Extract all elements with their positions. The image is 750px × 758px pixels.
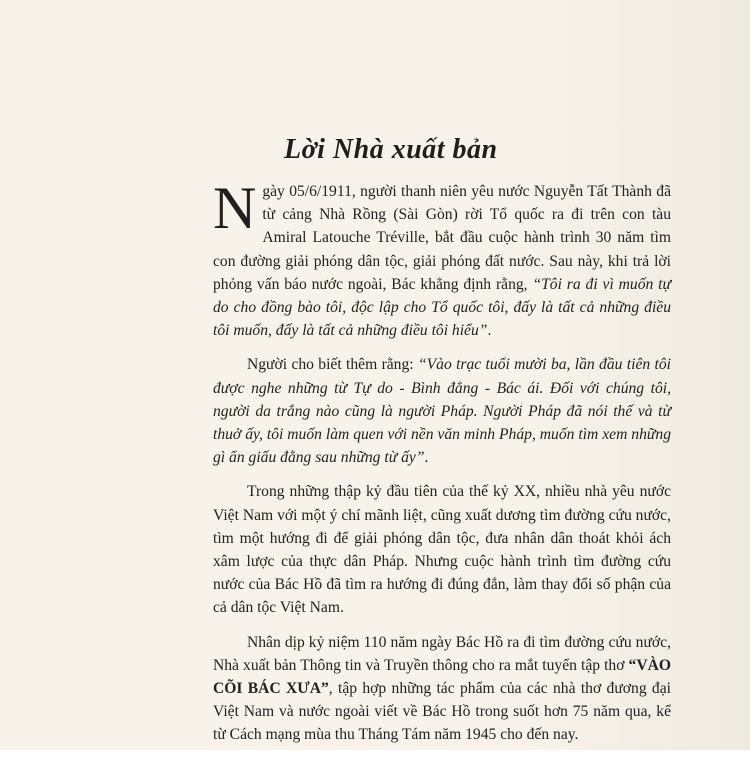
drop-cap: N — [213, 175, 257, 241]
paragraph-1 — [213, 175, 671, 342]
paragraph-2 — [213, 353, 671, 469]
paragraph-3: Trong những thập kỷ đầu tiên của thế kỷ XX, nhiều nhà yêu nước Việt Nam với một ý chí mãnh liệt, cũng xuất dương tìm đường cứu nước, tìm một hướng đi để giải phóng dân tộc, đưa nhân dân thoát khỏi ách xâm lược của thực dân Pháp. Nhưng cuộc hành trình tìm đường cứu nước của Bác Hồ đã tìm ra hướng đi đúng đắn, làm thay đổi số phận của cả dân tộc Việt Nam. — [213, 483, 671, 617]
paragraph-2-lead: Người cho biết thêm rằng: — [247, 356, 418, 374]
page-heading: Lời Nhà xuất bản — [284, 134, 498, 165]
anthology-title: “VÀO CÕI BÁC XƯA” — [213, 656, 671, 698]
paragraph-4-lead: Nhân dịp kỷ niệm 110 năm ngày Bác Hồ ra đi tìm đường cứu nước, Nhà xuất bản Thông tin và Truyền thông cho ra mắt tuyển tập thơ — [213, 633, 671, 674]
paragraph-4-tail: , tập hợp những tác phẩm của các nhà thơ đương đại Việt Nam và nước ngoài viết về Bác Hồ trong suốt hơn 75 năm qua, kể từ Cách mạng mùa thu Tháng Tám năm 1945 cho đến nay. — [213, 680, 671, 744]
paragraph-1-tail: . — [487, 322, 492, 340]
paragraph-2-tail: . — [424, 449, 429, 467]
paragraph-1-text: gày 05/6/1911, người thanh niên yêu nước Nguyễn Tất Thành đã từ cảng Nhà Rồng (Sài Gòn) rời Tổ quốc ra đi trên con tàu Amiral Latouche Tréville, bắt đầu cuộc hành trình 30 năm tìm con đường giải phóng dân tộc, giải phóng đất nước. Sau này, khi trả lời phỏng vấn báo nước ngoài, Bác khẳng định rằng, — [213, 183, 671, 293]
paragraph-4 — [213, 631, 671, 747]
paragraph-2-quote: “Vào trạc tuổi mười ba, lần đầu tiên tôi được nghe những từ Tự do - Bình đẳng - Bác ái. Đối với chúng tôi, người da trắng nào cũng là người Pháp. Người Pháp đã nói thế và từ thuở ấy, tôi muốn làm quen với nền văn minh Pháp, muốn tìm xem những gì ẩn giấu đằng sau những từ ấy” — [213, 356, 671, 467]
body-text — [213, 175, 671, 758]
paragraph-1-quote: “Tôi ra đi vì muốn tự do cho đồng bào tôi, độc lập cho Tổ quốc tôi, đấy là tất cả những điều tôi muốn, đấy là tất cả những điều tôi hiểu” — [213, 275, 671, 340]
